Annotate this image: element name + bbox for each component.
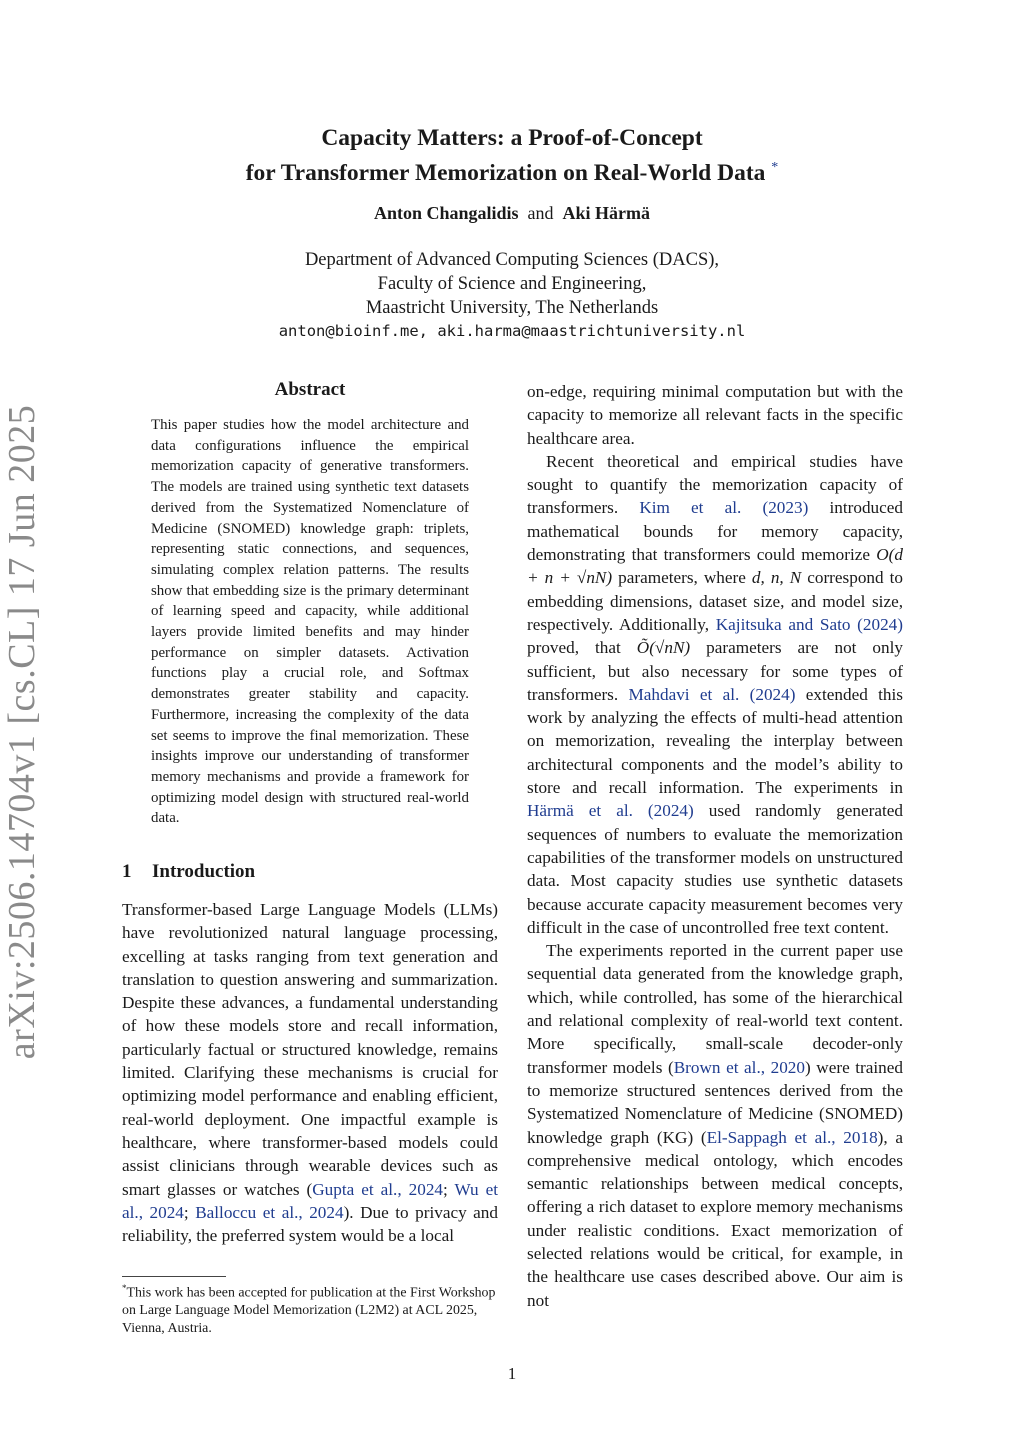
paper-title bbox=[100, 124, 924, 188]
author-connector: and bbox=[527, 203, 554, 223]
right-paragraph-3 bbox=[527, 939, 903, 1312]
paragraph-text-part: proved, that bbox=[527, 638, 637, 658]
footnote bbox=[122, 1280, 500, 1337]
paragraph-text-part: The experiments reported in the current paper use sequential data generated from the knowledge graph, which, while controlled, has some of the hierarchical and relational complexity of real-world text content. More specifically, small-scale decoder-only transformer models ( bbox=[527, 941, 903, 1077]
citation-link[interactable]: El-Sappagh et al., 2018 bbox=[706, 1127, 878, 1147]
math-parameter-bound: Õ(√nN) bbox=[636, 638, 691, 658]
citation-link[interactable]: Kajitsuka and Sato (2024) bbox=[715, 614, 903, 634]
arxiv-stamp-text: arXiv:2506.14704v1 [cs.CL] 17 Jun 2025 bbox=[1, 404, 43, 1060]
paragraph-text-part: parameters are not only sufficient, but also necessary for some types of transformers. bbox=[527, 638, 903, 704]
footnote-text: This work has been accepted for publication at the First Workshop on Large Language Model Memorization (L2M2) at ACL 2025, Vienna, Austria. bbox=[122, 1285, 496, 1336]
right-paragraph-2 bbox=[527, 450, 903, 939]
citation-link[interactable]: Balloccu et al., 2024 bbox=[195, 1202, 344, 1222]
abstract-text: This paper studies how the model architecture and data configurations influence the empirical memorization capacity of generative transformers. The models are trained using synthetic text datasets derived from the Systematized Nomenclature of Medicine (SNOMED) knowledge graph: triplets, representing static connections, and sequences, simulating complex relation patterns. The results show that embedding size is the primary determinant of learning speed and capacity, while additional layers provide limited benefits and may hinder performance on simpler datasets. Activation functions play a crucial role, and Softmax demonstrates greater stability and capacity. Furthermore, increasing the complexity of the data set seems to improve the final memorization. These insights improve our understanding of transformer memory mechanisms and provide a framework for optimizing model design with structured real-world data. bbox=[151, 417, 469, 827]
intro-paragraph bbox=[122, 898, 498, 1247]
abstract-heading: Abstract bbox=[274, 379, 346, 400]
author-1: Anton Changalidis bbox=[373, 203, 519, 223]
citation-link[interactable]: Kim et al. (2023) bbox=[639, 498, 809, 518]
citation-link[interactable]: Wu et al., 2024 bbox=[122, 1179, 499, 1222]
paragraph-text-part: Recent theoretical and empirical studies have sought to quantify the memorization capacity of transformers. bbox=[527, 451, 903, 518]
math-variables: d, n, N bbox=[751, 568, 802, 588]
intro-text-part: Transformer-based Large Language Models (LLMs) have revolutionized natural language processing, excelling at tasks ranging from text generation and translation to question answering and summarization. Despite these advances, a fundamental understanding of how these models store and recall information, particularly factual or structured knowledge, remains limited. Clarifying these mechanisms is crucial for optimizing model performance and enabling efficient, real-world deployment. One impactful example is healthcare, where transformer-based models could assist clinicians through wearable devices such as smart glasses or watches ( bbox=[122, 900, 498, 1199]
title-line-2 bbox=[100, 153, 924, 188]
paragraph-text-part: correspond to embedding dimensions, dataset size, and model size, respectively. Additionally, bbox=[527, 568, 903, 634]
citation-link[interactable]: Mahdavi et al. (2024) bbox=[628, 684, 796, 704]
paragraph-text-part: extended this work by analyzing the effects of multi-head attention on memorization, revealing the interplay between architectural components and the model’s ability to store and recall information. The experiments in bbox=[527, 684, 903, 798]
author-emails: anton@bioinf.me, aki.harma@maastrichtuniversity.nl bbox=[278, 322, 746, 340]
affiliation-line-2: Faculty of Science and Engineering, bbox=[377, 274, 647, 294]
section-title: Introduction bbox=[152, 861, 256, 882]
citation-link[interactable]: Härmä et al. (2024) bbox=[527, 801, 694, 821]
paragraph-text-part: ) were trained to memorize structured sentences derived from the Systematized Nomenclature of Medicine (SNOMED) knowledge graph (KG) ( bbox=[527, 1057, 903, 1147]
affiliation bbox=[100, 248, 924, 320]
intro-text-part: ). Due to privacy and reliability, the preferred system would be a local bbox=[122, 1202, 498, 1246]
authors bbox=[100, 201, 924, 225]
right-paragraph-1: on-edge, requiring minimal computation but with the capacity to memorize all relevant facts in the specific healthcare area. bbox=[527, 382, 903, 448]
paragraph-text-part: ), a comprehensive medical ontology, which encodes semantic relationships between medical concepts, offering a rich dataset to explore memory mechanisms under realistic conditions. Exact memorization of selected relations would be critical, for example, in the healthcare use cases described above. Our aim is not bbox=[527, 1127, 904, 1310]
title-line-1: Capacity Matters: a Proof-of-Concept bbox=[321, 125, 703, 151]
section-heading-introduction bbox=[122, 861, 255, 883]
paragraph-text-part: parameters, where bbox=[612, 568, 752, 588]
right-column bbox=[527, 380, 903, 1312]
affiliation-line-3: Maastricht University, The Netherlands bbox=[365, 298, 659, 318]
affiliation-line-1: Department of Advanced Computing Sciences (DACS), bbox=[304, 250, 720, 270]
citation-separator: ; bbox=[443, 1179, 455, 1199]
title-line-2-text: for Transformer Memorization on Real-World Data bbox=[245, 159, 766, 186]
citation-link[interactable]: Brown et al., 2020 bbox=[673, 1057, 805, 1077]
math-capacity-bound: O(d + n + √nN) bbox=[527, 545, 903, 588]
citation-separator: ; bbox=[183, 1202, 196, 1222]
citation-link[interactable]: Gupta et al., 2024 bbox=[312, 1179, 444, 1199]
title-footnote-marker[interactable]: * bbox=[771, 160, 779, 175]
page-number: 1 bbox=[507, 1364, 517, 1383]
footnote-divider bbox=[122, 1276, 226, 1277]
paragraph-text-part: introduced mathematical bounds for memory capacity, demonstrating that transformers could memorize bbox=[527, 498, 903, 565]
author-2: Aki Härmä bbox=[562, 203, 651, 223]
footnote-marker: * bbox=[122, 1283, 127, 1293]
section-number: 1 bbox=[122, 861, 132, 882]
paragraph-text-part: used randomly generated sequences of numbers to evaluate the memorization capabilities of the transformer models on unstructured data. Most capacity studies use synthetic datasets because accurate capacity measurement becomes very difficult in the case of uncontrolled free text content. bbox=[527, 801, 903, 937]
